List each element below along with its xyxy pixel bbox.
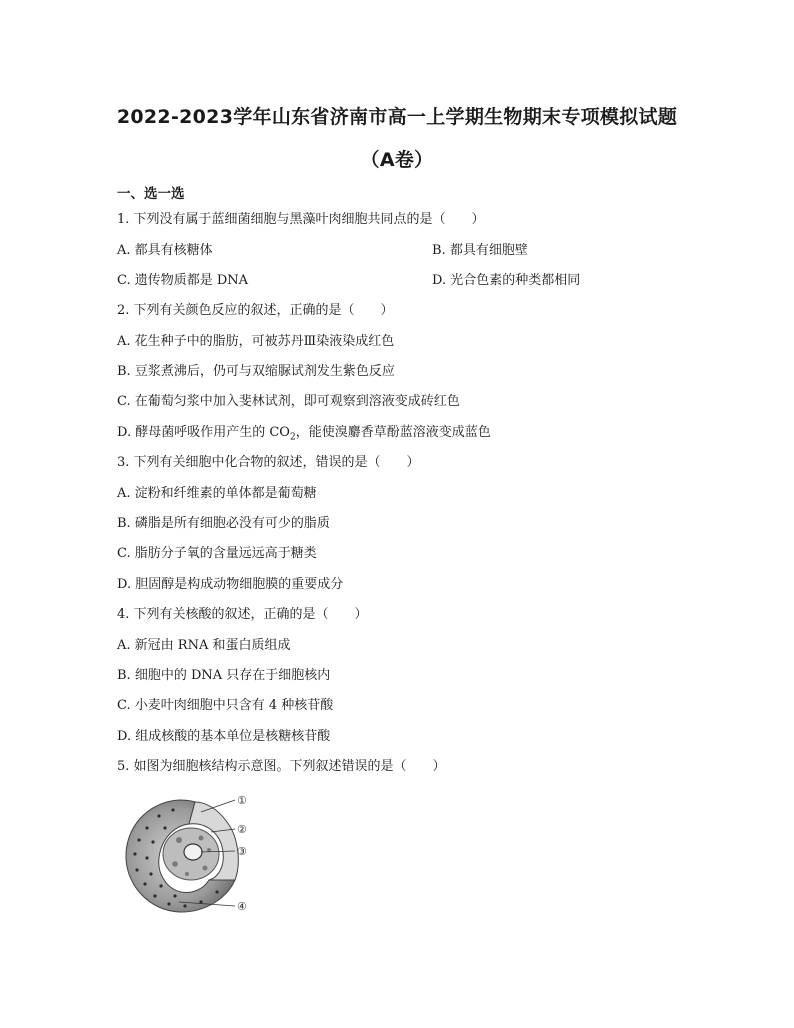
co2-subscript: 2 bbox=[289, 432, 296, 443]
question-4-option-a: A. 新冠由 RNA 和蛋白质组成 bbox=[117, 638, 291, 653]
label-3: ③ bbox=[237, 845, 247, 858]
question-2-option-a: A. 花生种子中的脂肪，可被苏丹Ⅲ染液染成红色 bbox=[117, 334, 395, 349]
exam-title: 2022-2023学年山东省济南市高一上学期生物期末专项模拟试题 bbox=[116, 106, 678, 128]
question-4-option-c: C. 小麦叶肉细胞中只含有 4 种核苷酸 bbox=[117, 698, 334, 713]
question-1-option-a: A. 都具有核糖体 bbox=[117, 243, 213, 258]
question-2-stem: 2. 下列有关颜色反应的叙述，正确的是（ ） bbox=[117, 303, 394, 318]
question-3-option-a: A. 淀粉和纤维素的单体都是葡萄糖 bbox=[117, 486, 317, 501]
question-1-option-c: C. 遗传物质都是 DNA bbox=[117, 273, 249, 288]
question-3-stem: 3. 下列有关细胞中化合物的叙述，错误的是（ ） bbox=[117, 455, 420, 470]
question-3-option-c: C. 脂肪分子氧的含量远远高于糖类 bbox=[117, 546, 317, 561]
question-1-stem: 1. 下列没有属于蓝细菌细胞与黑藻叶肉细胞共同点的是（ ） bbox=[117, 212, 485, 227]
label-1: ① bbox=[237, 794, 247, 807]
question-1-option-d: D. 光合色素的种类都相同 bbox=[432, 273, 581, 288]
question-2-option-d-text: D. 酵母菌呼吸作用产生的 CO bbox=[117, 425, 290, 440]
question-1-option-b: B. 都具有细胞壁 bbox=[432, 243, 528, 258]
question-3-option-b: B. 磷脂是所有细胞必没有可少的脂质 bbox=[117, 516, 330, 531]
label-2: ② bbox=[237, 823, 247, 836]
question-2-option-c: C. 在葡萄匀浆中加入斐林试剂，即可观察到溶液变成砖红色 bbox=[117, 394, 460, 409]
question-2-option-d bbox=[117, 424, 491, 447]
exam-subtitle: （A卷） bbox=[360, 149, 434, 171]
question-2-option-d-tail: ，能使溴麝香草酚蓝溶液变成蓝色 bbox=[295, 425, 491, 440]
question-4-stem: 4. 下列有关核酸的叙述，正确的是（ ） bbox=[117, 607, 368, 622]
section-heading: 一、选一选 bbox=[117, 186, 185, 202]
nucleus-diagram bbox=[117, 788, 267, 918]
question-2-option-b: B. 豆浆煮沸后，仍可与双缩脲试剂发生紫色反应 bbox=[117, 364, 395, 379]
label-4: ④ bbox=[237, 900, 247, 913]
question-4-option-b: B. 细胞中的 DNA 只存在于细胞核内 bbox=[117, 668, 331, 683]
question-4-option-d: D. 组成核酸的基本单位是核糖核苷酸 bbox=[117, 729, 331, 744]
question-3-option-d: D. 胆固醇是构成动物细胞膜的重要成分 bbox=[117, 577, 344, 592]
nucleolus bbox=[184, 844, 202, 860]
question-5-stem: 5. 如图为细胞核结构示意图。下列叙述错误的是（ ） bbox=[117, 759, 446, 774]
